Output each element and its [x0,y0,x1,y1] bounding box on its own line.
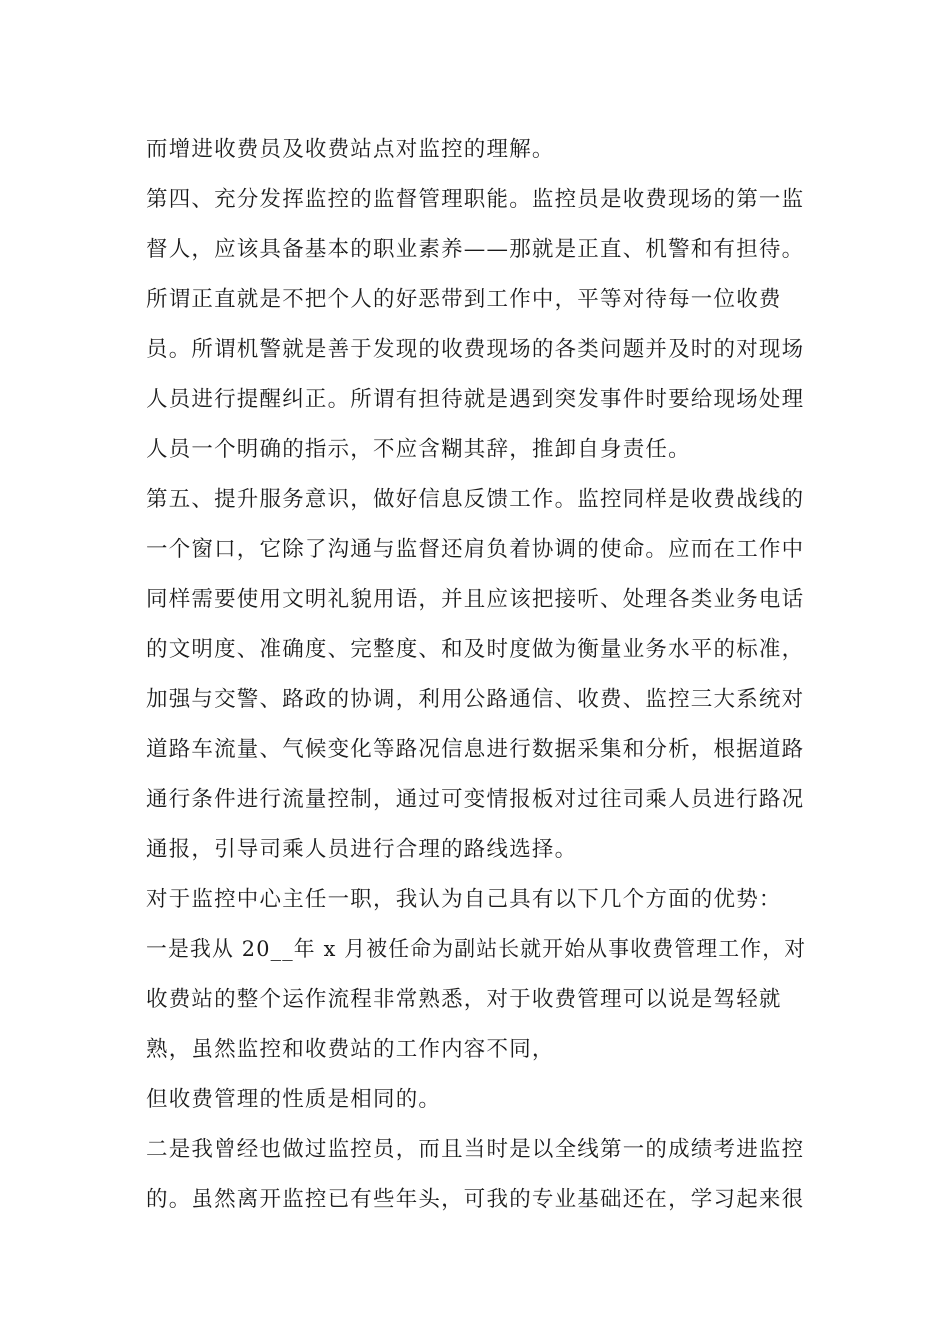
text-line: 对于监控中心主任一职，我认为自己具有以下几个方面的优势： [146,887,782,912]
text-line: 第四、充分发挥监控的监督管理职能。监控员是收费现场的第一监 [146,187,805,212]
text-line: 一个窗口，它除了沟通与监督还肩负着协调的使命。应而在工作中 [146,537,805,562]
text-line: 熟，虽然监控和收费站的工作内容不同， [146,1037,555,1062]
text-line: 督人，应该具备基本的职业素养——那就是正直、机警和有担待。 [146,237,805,262]
text-line: 收费站的整个运作流程非常熟悉，对于收费管理可以说是驾轻就 [146,987,782,1012]
text-line: 所谓正直就是不把个人的好恶带到工作中，平等对待每一位收费 [146,287,782,312]
text-line: 道路车流量、气候变化等路况信息进行数据采集和分析，根据道路 [146,737,805,762]
text-line: 人员进行提醒纠正。所谓有担待就是遇到突发事件时要给现场处理 [146,387,805,412]
text-line: 第五、提升服务意识，做好信息反馈工作。监控同样是收费战线的 [146,487,805,512]
text-line: 二是我曾经也做过监控员，而且当时是以全线第一的成绩考进监控 [146,1137,805,1162]
text-line: 而增进收费员及收费站点对监控的理解。 [146,137,555,162]
text-line: 同样需要使用文明礼貌用语，并且应该把接听、处理各类业务电话 [146,587,805,612]
text-line: 加强与交警、路政的协调，利用公路通信、收费、监控三大系统对 [146,687,805,712]
text-line: 但收费管理的性质是相同的。 [146,1087,442,1112]
text-line: 员。所谓机警就是善于发现的收费现场的各类问题并及时的对现场 [146,337,805,362]
text-line: 通报，引导司乘人员进行合理的路线选择。 [146,837,578,862]
text-line: 的。虽然离开监控已有些年头，可我的专业基础还在，学习起来很 [146,1187,805,1212]
text-line: 人员一个明确的指示，不应含糊其辞，推卸自身责任。 [146,437,691,462]
text-line: 通行条件进行流量控制，通过可变情报板对过往司乘人员进行路况 [146,787,805,812]
text-line: 的文明度、准确度、完整度、和及时度做为衡量业务水平的标准， [146,637,805,662]
text-line: 一是我从 20__年 x 月被任命为副站长就开始从事收费管理工作，对 [146,937,807,962]
